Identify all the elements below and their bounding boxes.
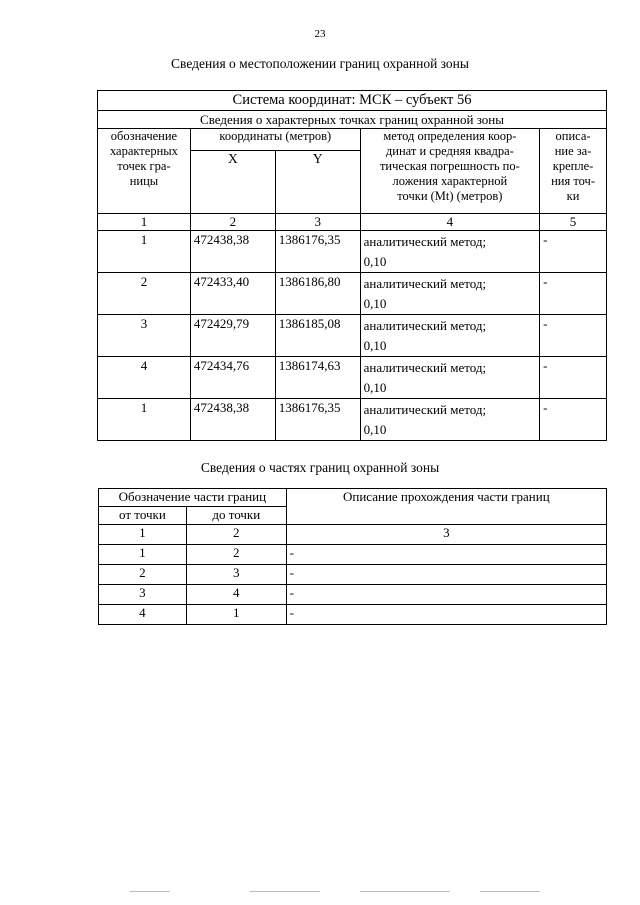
header-x: X xyxy=(190,151,275,214)
point-number: 2 xyxy=(98,273,191,315)
method-cell: аналитический метод; 0,10 xyxy=(360,315,539,357)
scan-artifact xyxy=(480,891,540,892)
point-description: - xyxy=(540,273,607,315)
point-description: - xyxy=(540,315,607,357)
header-to-point: до точки xyxy=(186,507,286,525)
section-title-parts: Сведения о частях границ охранной зоны xyxy=(200,460,440,475)
to-point: 3 xyxy=(186,565,286,585)
from-point: 3 xyxy=(99,585,187,605)
header-method: метод определения коор- динат и средняя квадра- тическая погрешность по- ложения характерной точки (Mt) (метров) xyxy=(360,129,539,214)
point-number: 3 xyxy=(98,315,191,357)
header-from-point: от точки xyxy=(99,507,187,525)
part-description: - xyxy=(286,565,606,585)
section-title-boundaries: Сведения о местоположении границ охранной зоны xyxy=(171,56,469,71)
part-description: - xyxy=(286,585,606,605)
coordinate-system: Система координат: МСК – субъект 56 xyxy=(98,91,607,111)
page-number: 23 xyxy=(314,28,326,40)
from-point: 2 xyxy=(99,565,187,585)
header-y: Y xyxy=(275,151,360,214)
coord-y: 1386174,63 xyxy=(275,357,360,399)
table-row xyxy=(98,231,607,273)
boundary-points-table xyxy=(97,90,607,441)
col-number: 1 xyxy=(98,214,191,231)
header-description: описа- ние за- крепле- ния точ- ки xyxy=(540,129,607,214)
method-cell: аналитический метод; 0,10 xyxy=(360,399,539,441)
coord-y: 1386176,35 xyxy=(275,231,360,273)
col-number: 5 xyxy=(540,214,607,231)
method-cell: аналитический метод; 0,10 xyxy=(360,231,539,273)
boundary-parts-table xyxy=(98,488,607,625)
scan-artifact xyxy=(360,891,450,892)
to-point: 1 xyxy=(186,605,286,625)
method-cell: аналитический метод; 0,10 xyxy=(360,357,539,399)
col-number: 2 xyxy=(190,214,275,231)
table-row xyxy=(99,585,607,605)
table-row xyxy=(98,357,607,399)
table-row xyxy=(98,315,607,357)
part-description: - xyxy=(286,545,606,565)
header-part-designation: Обозначение части границ xyxy=(99,489,287,507)
from-point: 1 xyxy=(99,545,187,565)
to-point: 4 xyxy=(186,585,286,605)
coord-y: 1386185,08 xyxy=(275,315,360,357)
point-description: - xyxy=(540,231,607,273)
table-row xyxy=(98,399,607,441)
table-row xyxy=(99,605,607,625)
table-row xyxy=(99,545,607,565)
point-description: - xyxy=(540,399,607,441)
header-part-description: Описание прохождения части границ xyxy=(286,489,606,525)
scan-artifact xyxy=(130,891,170,892)
point-description: - xyxy=(540,357,607,399)
header-coordinates: координаты (метров) xyxy=(190,129,360,151)
point-number: 4 xyxy=(98,357,191,399)
coord-x: 472433,40 xyxy=(190,273,275,315)
to-point: 2 xyxy=(186,545,286,565)
coord-x: 472434,76 xyxy=(190,357,275,399)
coord-y: 1386176,35 xyxy=(275,399,360,441)
coord-x: 472438,38 xyxy=(190,399,275,441)
point-number: 1 xyxy=(98,231,191,273)
col-number: 2 xyxy=(186,525,286,545)
coord-x: 472429,79 xyxy=(190,315,275,357)
scan-artifact xyxy=(250,891,320,892)
table-subtitle: Сведения о характерных точках границ охранной зоны xyxy=(98,111,607,129)
col-number: 3 xyxy=(275,214,360,231)
coord-x: 472438,38 xyxy=(190,231,275,273)
col-number: 3 xyxy=(286,525,606,545)
from-point: 4 xyxy=(99,605,187,625)
part-description: - xyxy=(286,605,606,625)
table-row xyxy=(98,273,607,315)
col-number: 4 xyxy=(360,214,539,231)
table-row xyxy=(99,565,607,585)
header-designation: обозначение характерных точек гра- ницы xyxy=(98,129,191,214)
coord-y: 1386186,80 xyxy=(275,273,360,315)
method-cell: аналитический метод; 0,10 xyxy=(360,273,539,315)
col-number: 1 xyxy=(99,525,187,545)
point-number: 1 xyxy=(98,399,191,441)
